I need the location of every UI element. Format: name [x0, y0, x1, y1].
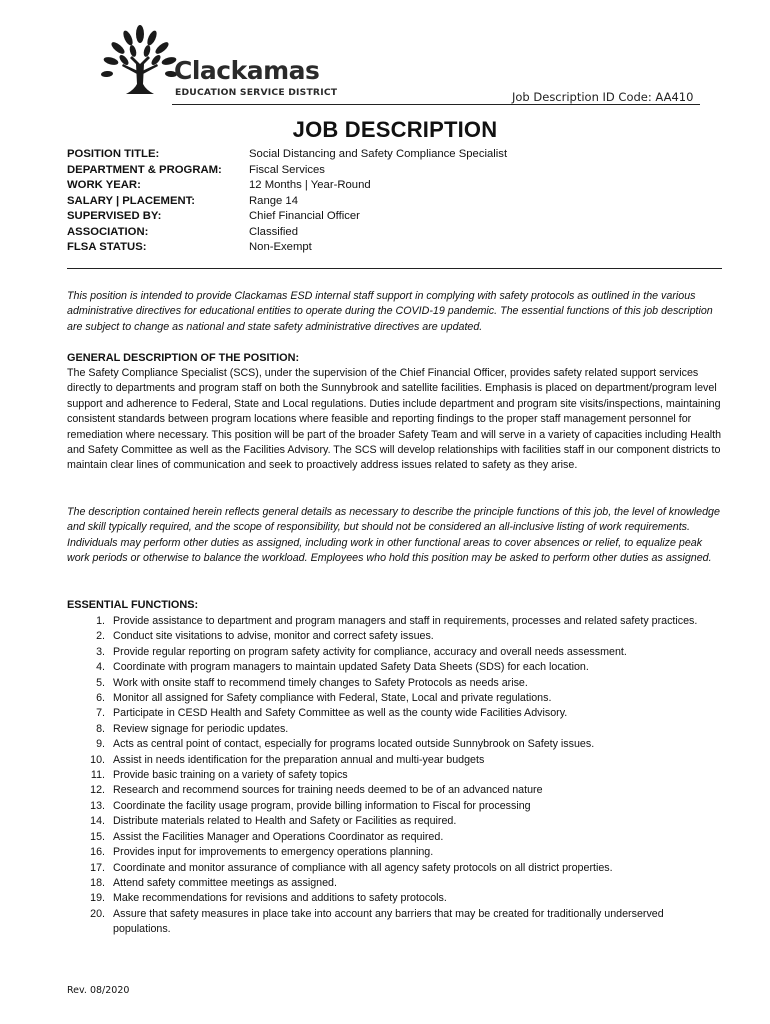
detail-label: SALARY | PLACEMENT:	[67, 194, 196, 207]
function-number: 18.	[90, 876, 105, 889]
essential-functions-list	[67, 614, 722, 938]
function-text: Participate in CESD Health and Safety Committee as well as the county wide Facilities Advisory.	[113, 707, 568, 720]
function-number: 10.	[90, 753, 105, 766]
function-item	[67, 676, 722, 691]
function-text: Research and recommend sources for training needs deemed to be of an advanced nature	[113, 784, 543, 797]
function-number: 20.	[90, 907, 105, 920]
function-number: 2.	[96, 630, 105, 643]
position-details	[67, 147, 587, 256]
function-number: 4.	[96, 661, 105, 674]
function-item	[67, 891, 722, 906]
header-divider	[172, 104, 700, 105]
function-item	[67, 768, 722, 783]
function-text: Monitor all assigned for Safety compliance with Federal, State, Local and private regulations.	[113, 692, 552, 705]
function-item	[67, 645, 722, 660]
detail-row	[67, 178, 587, 194]
function-item	[67, 799, 722, 814]
function-item	[67, 722, 722, 737]
detail-row	[67, 240, 587, 256]
function-item	[67, 706, 722, 721]
function-number: 5.	[96, 676, 105, 689]
detail-label: POSITION TITLE:	[67, 148, 160, 160]
function-text: Assure that safety measures in place take into account any barriers that may be created for traditionally underserved populations.	[113, 907, 664, 936]
detail-row	[67, 163, 587, 179]
function-item	[67, 845, 722, 860]
function-item	[67, 660, 722, 675]
function-number: 12.	[90, 784, 105, 797]
intro-paragraph: This position is intended to provide Clackamas ESD internal staff support in complying with safety protocols as outlined in the various administrative directives for educational entities to operate during the COVID-19 pandemic. The essential functions of this job description are subject to change as national and state safety administrative directives are updated.	[67, 290, 713, 333]
function-item	[67, 753, 722, 768]
detail-row	[67, 209, 587, 225]
function-text: Distribute materials related to Health and Safety or Facilities as required.	[113, 815, 457, 828]
function-number: 16.	[90, 846, 105, 859]
logo-name: Clackamas	[174, 56, 320, 85]
function-item	[67, 876, 722, 891]
function-number: 7.	[96, 707, 105, 720]
function-number: 6.	[96, 692, 105, 705]
function-text: Review signage for periodic updates.	[113, 722, 289, 735]
job-code: Job Description ID Code: AA410	[512, 90, 694, 104]
detail-label: SUPERVISED BY:	[67, 210, 162, 222]
function-item	[67, 783, 722, 798]
function-text: Acts as central point of contact, especially for programs located outside Sunnybrook on Safety issues.	[113, 738, 595, 751]
revision-date: Rev. 08/2020	[67, 985, 130, 996]
detail-value: Chief Financial Officer	[249, 210, 360, 222]
function-text: Provides input for improvements to emergency operations planning.	[113, 846, 434, 859]
function-item	[67, 629, 722, 644]
function-text: Make recommendations for revisions and additions to safety protocols.	[113, 892, 447, 905]
function-number: 1.	[96, 615, 105, 627]
function-text: Work with onsite staff to recommend timely changes to Safety Protocols as needs arise.	[113, 676, 528, 689]
function-text: Provide regular reporting on program safety activity for compliance, accuracy and overall needs assessment.	[113, 645, 627, 658]
detail-value: Non-Exempt	[249, 241, 312, 253]
function-number: 14.	[90, 815, 105, 828]
general-description: The Safety Compliance Specialist (SCS), under the supervision of the Chief Financial Officer, provides safety related support services directly to departments and program staff on both the Sunnybrook and satellite facilities. Emphasis is placed on department/program level support and adherence to Federal, State and Local regulations. Duties include department and program site visits/inspections, maintaining consistent standards between program locations where feasible and reporting findings to the proper staff management personnel for remediation where necessary. This position will be part of the broader Safety Team and will serve in a variety of capacities including Health and Safety Committee as well as the Facilities Advisory. The SCS will develop relationships with facilities staff in our component districts to maintain clear lines of communication and seek to proactively address issues related to safety as they arise.	[67, 367, 722, 472]
function-item	[67, 614, 722, 629]
function-item	[67, 691, 722, 706]
function-item	[67, 814, 722, 829]
logo-subtitle: EDUCATION SERVICE DISTRICT	[175, 87, 338, 98]
detail-label: DEPARTMENT & PROGRAM:	[67, 163, 222, 176]
section-divider	[67, 268, 722, 269]
detail-row	[67, 147, 587, 163]
function-number: 11.	[90, 769, 105, 782]
function-text: Provide assistance to department and program managers and staff in requirements, processes and related safety practices.	[113, 615, 698, 627]
detail-value: Fiscal Services	[249, 163, 325, 176]
function-item	[67, 737, 722, 752]
detail-label: FLSA STATUS:	[67, 241, 147, 253]
esd-logo	[100, 24, 338, 104]
function-text: Attend safety committee meetings as assigned.	[113, 876, 337, 889]
function-number: 9.	[96, 738, 105, 751]
function-number: 19.	[90, 892, 105, 905]
function-text: Provide basic training on a variety of safety topics	[113, 769, 348, 782]
detail-row	[67, 225, 587, 241]
function-number: 8.	[96, 722, 105, 735]
function-text: Coordinate and monitor assurance of compliance with all agency safety protocols on all district properties.	[113, 861, 613, 874]
general-heading: GENERAL DESCRIPTION OF THE POSITION:	[67, 352, 300, 364]
detail-label: ASSOCIATION:	[67, 225, 149, 238]
function-text: Assist the Facilities Manager and Operations Coordinator as required.	[113, 830, 444, 843]
function-item	[67, 861, 722, 876]
function-number: 15.	[90, 830, 105, 843]
function-item	[67, 907, 722, 938]
function-text: Assist in needs identification for the preparation annual and multi-year budgets	[113, 753, 485, 766]
page-title: JOB DESCRIPTION	[292, 117, 498, 142]
function-text: Coordinate the facility usage program, provide billing information to Fiscal for processing	[113, 799, 531, 812]
detail-label: WORK YEAR:	[67, 179, 141, 191]
function-number: 3.	[96, 645, 105, 658]
function-text: Conduct site visitations to advise, monitor and correct safety issues.	[113, 630, 434, 643]
detail-row	[67, 194, 587, 210]
detail-value: Range 14	[249, 194, 298, 207]
tree-icon	[100, 24, 180, 104]
function-number: 17.	[90, 861, 105, 874]
essential-heading: ESSENTIAL FUNCTIONS:	[67, 599, 199, 611]
disclaimer-paragraph: The description contained herein reflects general details as necessary to describe the principle functions of this job, the level of knowledge and skill typically required, and the scope of responsibility, but should not be considered an all-inclusive listing of work requirements. Individuals may perform other duties as assigned, including work in other functional areas to cover absences or relief, to equalize peak work periods or otherwise to balance the workload. Employees who hold this position may be asked to perform other duties as assigned.	[67, 506, 720, 565]
detail-value: Classified	[249, 225, 298, 238]
function-text: Coordinate with program managers to maintain updated Safety Data Sheets (SDS) for each location.	[113, 661, 589, 674]
detail-value: Social Distancing and Safety Compliance Specialist	[249, 148, 508, 160]
detail-value: 12 Months | Year-Round	[249, 179, 371, 191]
function-number: 13.	[90, 799, 105, 812]
function-item	[67, 830, 722, 845]
